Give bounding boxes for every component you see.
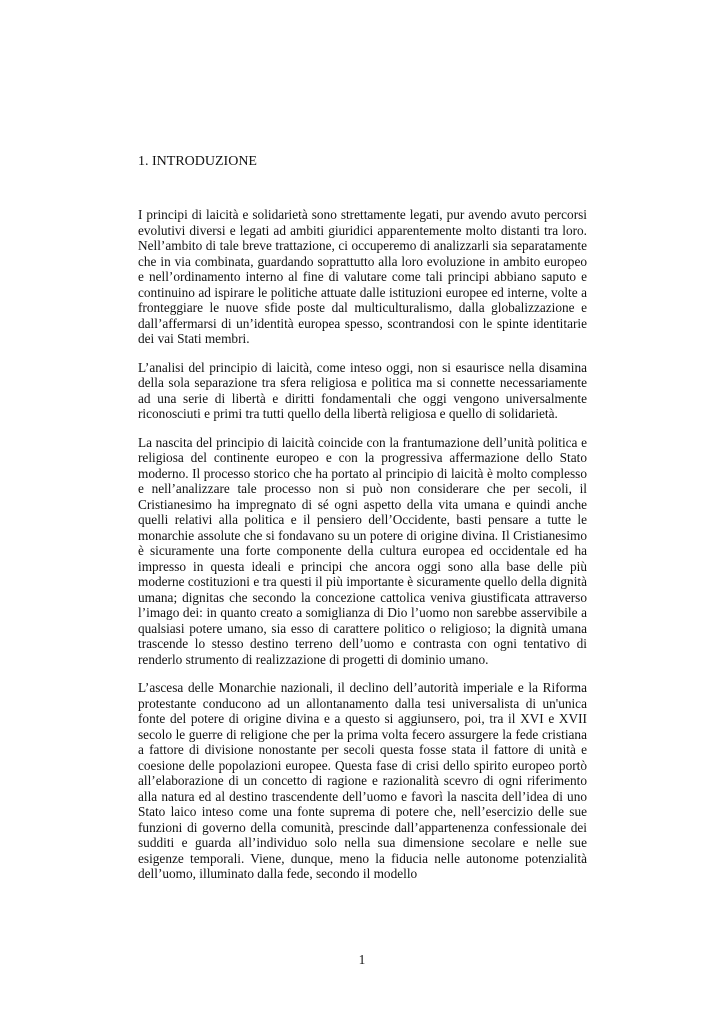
paragraph: La nascita del principio di laicità coincide con la frantumazione dell’unità politica e religiosa del continente europeo e con la progressiva affermazione dello Stato moderno. Il processo storico che ha portato al principio di laicità è molto complesso e nell’analizzare tale processo non si può non considerare che per secoli, il Cristianesimo ha impregnato di sé ogni aspetto della vita umana e quindi anche quelli relativi alla politica e il pensiero dell’Occidente, basti pensare a tutte le monarchie assolute che si fondavano su un potere di origine divina. Il Cristianesimo è sicuramente una forte componente della cultura europea ed occidentale ed ha impresso in questa ideali e principi che ancora oggi sono alla base delle più moderne costituzioni e tra questi il più importante è sicuramente quello della dignità umana; dignitas che secondo la concezione cattolica veniva giustificata attraverso l’imago dei: in quanto creato a somiglianza di Dio l’uomo non sarebbe asservibile a qualsiasi potere umano, sia esso di carattere politico o religioso; la dignità umana trascende lo stesso destino terreno dell’uomo e contrasta con ogni tentativo di renderlo strumento di realizzazione di progetti di dominio umano. (138, 434, 587, 667)
paragraph: L’analisi del principio di laicità, come inteso oggi, non si esaurisce nella disamina della sola separazione tra sfera religiosa e politica ma si connette necessariamente ad una serie di libertà e diritti fondamentali che oggi vengono universalmente riconosciuti e primi tra tutti quello della libertà religiosa e quello di solidarietà. (138, 359, 587, 421)
section-heading: 1. INTRODUZIONE (138, 154, 257, 169)
paragraph: I principi di laicità e solidarietà sono strettamente legati, pur avendo avuto percorsi evolutivi diversi e legati ad ambiti giuridici apparentemente molto distanti tra loro. Nell’ambito di tale breve trattazione, ci occuperemo di analizzarli sia separatamente che in via combinata, guardando soprattutto alla loro evoluzione in ambito europeo e nell’ordinamento interno al fine di valutare come tali principi abbiano saputo e continuino ad ispirare le politiche attuate dalle istituzioni europee ed interne, volte a fronteggiare le nuove sfide poste dal multiculturalismo, dalla globalizzazione e dall’affermarsi di un’identità europea spesso, scontrandosi con le spinte identitarie dei vai Stati membri. (138, 207, 587, 346)
page-number: 1 (358, 952, 366, 967)
paragraph: L’ascesa delle Monarchie nazionali, il declino dell’autorità imperiale e la Riforma protestante conducono ad un allontanamento dalla tesi universalista di un'unica fonte del potere di origine divina e a questo si aggiunsero, poi, tra il XVI e XVII secolo le guerre di religione che per la prima volta fecero assurgere la fede cristiana a fattore di divisione nonostante per secoli questa fosse stata il fattore di unità e coesione delle popolazioni europee. Questa fase di crisi dello spirito europeo portò all’elaborazione di un concetto di ragione e razionalità scevro di ogni riferimento alla natura ed al destino trascendente dell’uomo e favorì la nascita dell’idea di uno Stato laico inteso come una fonte suprema di potere che, nell’esercizio delle sue funzioni di governo della comunità, prescinde dall’appartenenza confessionale dei sudditi e guarda all’individuo solo nella sua dimensione secolare e nelle sue esigenze temporali. Viene, dunque, meno la fiducia nelle autonome potenzialità dell’uomo, illuminato dalla fede, secondo il modello (138, 680, 587, 881)
body-text (138, 207, 587, 895)
